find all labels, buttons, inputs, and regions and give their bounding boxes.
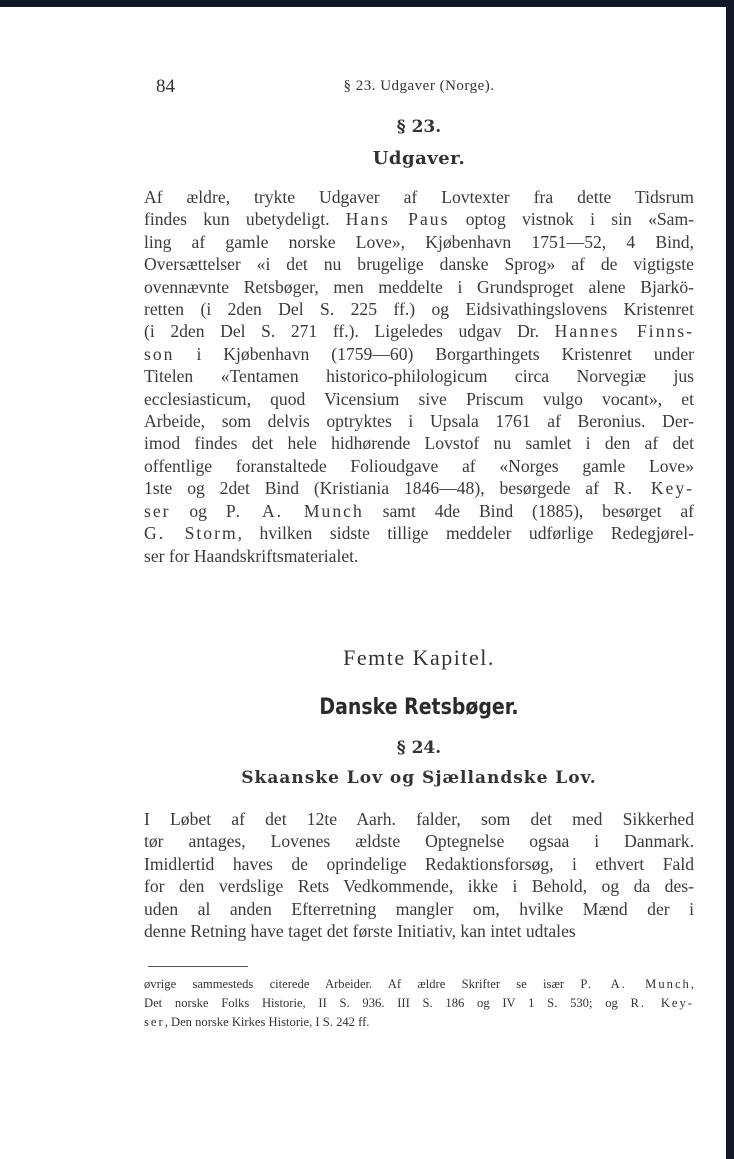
text-line: ling af gamle norske Love», Kjøbenhavn 1751—52, 4 Bind, bbox=[144, 231, 694, 252]
text-segment: Det norske Folks Historie, II S. 936. III S. 186 og IV 1 S. 530; og bbox=[144, 996, 631, 1010]
chapter-title: Danske Retsbøger. bbox=[319, 695, 519, 720]
spaced-name: ser bbox=[144, 1015, 165, 1029]
text-line: Af ældre, trykte Udgaver af Lovtexter fra dette Tidsrum bbox=[144, 187, 694, 207]
text-line: retten (i 2den Del S. 225 ff.) og Eidsivathingslovens Kristenret bbox=[144, 299, 694, 320]
text-segment: optog vistnok i sin «Sam- bbox=[449, 209, 695, 230]
section-23-title: Udgaver. bbox=[372, 148, 466, 169]
text-line bbox=[144, 1013, 694, 1032]
text-segment: (i 2den Del S. 271 ff.). Ligeledes udgav Dr. bbox=[144, 321, 555, 342]
spaced-name: son bbox=[144, 343, 175, 364]
text-line: offentlige foranstaltede Folioudgave af «Norges gamle Love» bbox=[144, 455, 694, 476]
text-line: imod findes det hele hidhørende Lovstof nu samlet i den af det bbox=[144, 433, 694, 454]
text-segment: og bbox=[170, 500, 226, 521]
spaced-name: Hans Paus bbox=[345, 209, 450, 230]
text-segment: , Den norske Kirkes Historie, I S. 242 ff. bbox=[164, 1015, 370, 1029]
scan-border-top bbox=[0, 0, 734, 7]
text-line bbox=[144, 975, 694, 994]
text-line: Oversættelser «i det nu brugelige danske Sprog» af de vigtigste bbox=[144, 254, 694, 275]
text-line bbox=[144, 500, 694, 522]
spaced-name: R. Key- bbox=[613, 478, 695, 499]
spaced-name: ser bbox=[144, 500, 171, 521]
section-24-title: Skaanske Lov og Sjællandske Lov. bbox=[241, 768, 597, 788]
text-line: for den verdslige Rets Vedkommende, ikke i Behold, og da des- bbox=[144, 876, 694, 897]
text-segment: , bbox=[690, 977, 694, 991]
page-number: 84 bbox=[156, 76, 175, 97]
spaced-name: Hannes Finns- bbox=[554, 321, 694, 342]
spaced-name: R. Key- bbox=[630, 996, 694, 1010]
text-segment: samt 4de Bind (1885), besørget af bbox=[363, 500, 694, 521]
text-segment: 1ste og 2det Bind (Kristiania 1846—48), besørgede af bbox=[144, 478, 614, 499]
footnote bbox=[144, 975, 694, 1032]
text-line: uden al anden Efterretning mangler om, hvilke Mænd der i bbox=[144, 898, 694, 919]
text-line: ovennævnte Retsbøger, men meddelte i Grundsproget alene Bjarkö- bbox=[144, 276, 694, 297]
text-line: tør antages, Lovenes ældste Optegnelse ogsaa i Danmark. bbox=[144, 831, 694, 852]
text-line bbox=[144, 320, 694, 342]
text-segment: findes kun ubetydeligt. bbox=[144, 209, 346, 230]
section-24-paragraph bbox=[144, 808, 694, 942]
footnote-rule bbox=[148, 966, 248, 967]
spaced-name: P. A. Munch bbox=[225, 500, 364, 521]
text-segment: øvrige sammesteds citerede Arbeider. Af ældre Skrifter se især bbox=[144, 977, 581, 991]
spaced-name: P. A. Munch bbox=[580, 977, 691, 991]
scan-border-right bbox=[726, 0, 734, 1159]
section-23-number: § 23. bbox=[396, 117, 442, 137]
text-line: ecclesiasticum, quod Vicensium sive Priscum vulgo vocant», et bbox=[144, 388, 694, 409]
text-line bbox=[144, 208, 694, 230]
text-segment: i Kjøbenhavn (1759—60) Borgarthingets Kristenret under bbox=[174, 343, 694, 364]
text-line: Imidlertid haves de oprindelige Redaktionsforsøg, i ethvert Fald bbox=[144, 853, 694, 874]
text-line bbox=[144, 522, 694, 544]
chapter-label: Femte Kapitel. bbox=[343, 645, 495, 670]
section-23-paragraph bbox=[144, 186, 694, 567]
text-line: Titelen «Tentamen historico-philologicum circa Norvegiæ jus bbox=[144, 366, 694, 387]
text-line: I Løbet af det 12te Aarh. falder, som det med Sikkerhed bbox=[144, 809, 694, 829]
text-line bbox=[144, 994, 694, 1013]
text-line bbox=[144, 343, 694, 365]
page-header bbox=[144, 76, 694, 100]
section-24-number: § 24. bbox=[396, 738, 442, 758]
spaced-name: G. Storm bbox=[144, 523, 238, 544]
text-line: denne Retning have taget det første Initiativ, kan intet udtales bbox=[144, 921, 576, 942]
text-line bbox=[144, 477, 694, 499]
text-line: ser for Haandskriftsmaterialet. bbox=[144, 545, 359, 566]
running-head: § 23. Udgaver (Norge). bbox=[343, 78, 495, 94]
text-segment: , hvilken sidste tillige meddeler udførlige Redegjørel- bbox=[237, 523, 694, 544]
text-line: Arbeide, som delvis optryktes i Upsala 1761 af Beronius. Der- bbox=[144, 411, 694, 432]
